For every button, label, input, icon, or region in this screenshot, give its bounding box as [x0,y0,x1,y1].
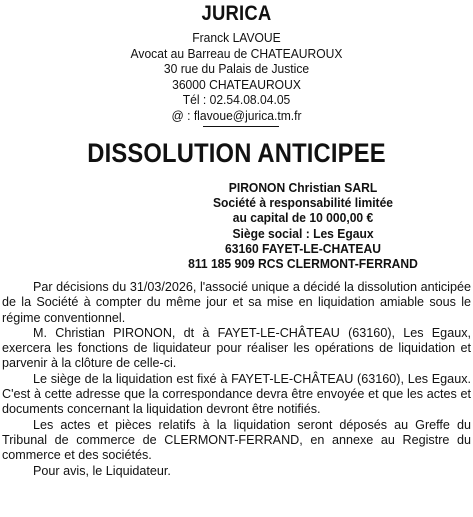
firm-name: JURICA [201,2,272,25]
separator-rule [203,126,279,127]
company-rcs: 811 185 909 RCS CLERMONT-FERRAND [188,257,418,272]
notice-headline: DISSOLUTION ANTICIPEE [87,138,386,168]
lawyer-title: Avocat au Barreau de CHATEAUROUX [130,46,343,61]
phone-number: Tél : 02.54.08.04.05 [182,93,291,108]
company-city: 63160 FAYET-LE-CHATEAU [225,241,381,256]
paragraph-liquidator: M. Christian PIRONON, dt à FAYET-LE-CHÂTEAU (63160), Les Egaux, exercera les fonctions de liquidateur pour réaliser les opérations de liquidation et parvenir à la clôture de celle-ci. [2,325,471,371]
company-block [118,181,473,272]
street-address: 30 rue du Palais de Justice [163,62,310,77]
email-address: @ : flavoue@jurica.tm.fr [171,108,302,123]
paragraph-filing: Les actes et pièces relatifs à la liquidation seront déposés au Greffe du Tribunal de commerce de CLERMONT-FERRAND, en annexe au Registre du commerce et des sociétés. [2,417,471,463]
notice-body [2,280,471,479]
company-registered-office: Siège social : Les Egaux [232,226,374,241]
company-capital: au capital de 10 000,00 € [232,211,374,226]
company-name: PIRONON Christian SARL [228,181,378,195]
lawyer-name: Franck LAVOUE [192,31,281,45]
paragraph-liquidation-seat: Le siège de la liquidation est fixé à FAYET-LE-CHÂTEAU (63160), Les Egaux. C'est à cette adresse que la correspondance devra être envoyée et que les actes et documents concernant la liquidation devront être notifiés. [2,371,471,417]
paragraph-decision: Par décisions du 31/03/2026, l'associé unique a décidé la dissolution anticipée de la Société à compter du même jour et sa mise en liquidation amiable sous le régime conventionnel. [2,280,471,325]
paragraph-signature: Pour avis, le Liquidateur. [33,463,171,478]
firm-contact-block [0,31,473,125]
company-form: Société à responsabilité limitée [212,196,394,211]
city-address: 36000 CHATEAUROUX [172,77,301,92]
